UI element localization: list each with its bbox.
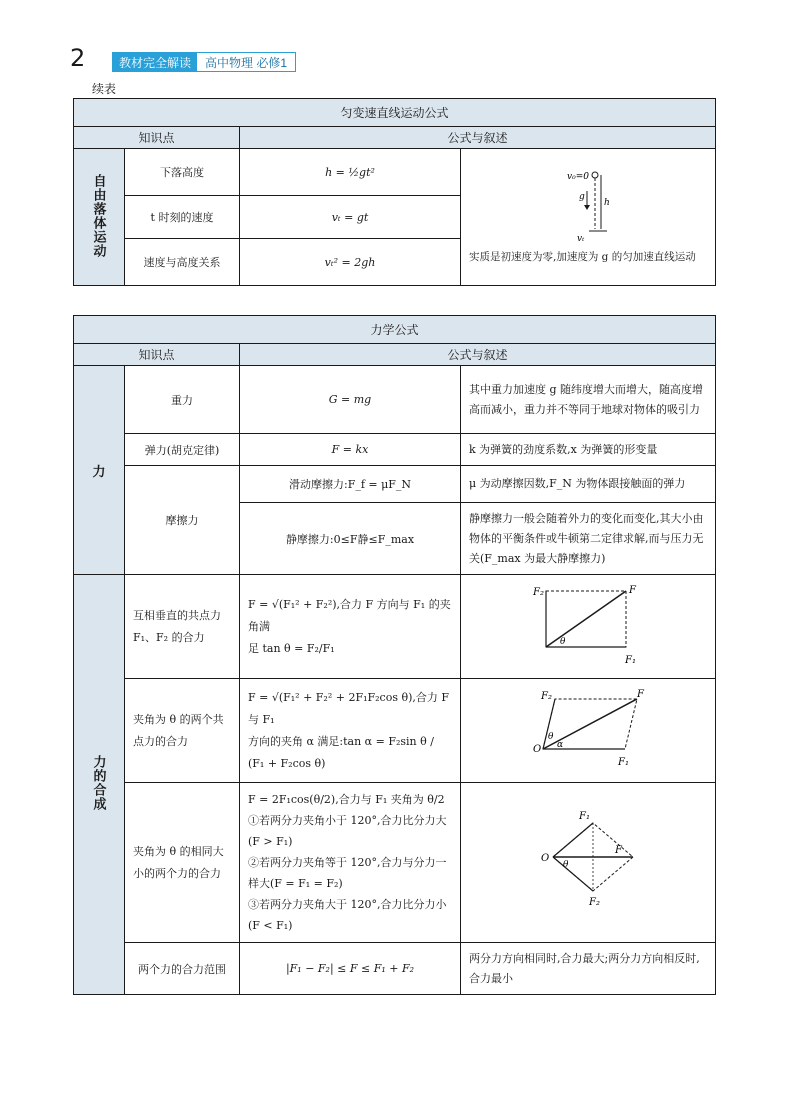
formula-cell: 滑动摩擦力:F_f = μF_N (240, 466, 461, 503)
equal-forces-diagram (461, 783, 714, 939)
label-theta: θ (560, 637, 566, 647)
formula-cell: |F₁ − F₂| ≤ F ≤ F₁ + F₂ (240, 943, 461, 995)
column-header-formula: 公式与叙述 (240, 344, 716, 366)
mechanics-table (73, 315, 716, 995)
label-f2: F₂ (589, 897, 600, 908)
angled-diagram (461, 679, 714, 779)
formula-line: F = 2F₁cos(θ/2),合力与 F₁ 夹角为 θ/2 (248, 793, 445, 806)
column-header-knowledge: 知识点 (74, 127, 240, 149)
formula-line: ①若两分力夹角小于 120°,合力比分力大 (248, 814, 447, 827)
formula-line: F = √(F₁² + F₂²),合力 F 方向与 F₁ 的夹角满 (248, 597, 451, 633)
formula-cell (240, 679, 461, 783)
description-cell: 两分力方向相同时,合力最大;两分力方向相反时,合力最小 (461, 943, 716, 995)
description-cell: 静摩擦力一般会随着外力的变化而变化,其大小由物体的平衡条件或牛顿第二定律求解,而与压力无关(F_max 为最大静摩擦力) (461, 503, 716, 575)
column-header-formula: 公式与叙述 (240, 127, 716, 149)
label-v0: v₀=0 (567, 172, 589, 182)
perpendicular-diagram (461, 575, 714, 675)
formula-cell: h = ½gt² (240, 149, 461, 196)
label-theta: θ (548, 732, 554, 742)
continued-label: 续表 (92, 82, 117, 96)
free-fall-figure-cell (461, 149, 716, 286)
free-fall-note: 实质是初速度为零,加速度为 g 的匀加速直线运动 (469, 251, 696, 263)
row-name: 夹角为 θ 的两个共点力的合力 (125, 679, 240, 783)
formula-line: (F < F₁) (248, 919, 293, 932)
formula-cell: vₜ² = 2gh (240, 239, 461, 286)
book-subject-tag: 高中物理 必修1 (197, 53, 295, 71)
label-theta: θ (563, 860, 569, 870)
row-name: 速度与高度关系 (125, 239, 240, 286)
formula-line: 足 tan θ = F₂/F₁ (248, 641, 335, 655)
formula-line: ③若两分力夹角大于 120°,合力比分力小 (248, 898, 447, 911)
header-tags (112, 52, 296, 72)
figure-cell (461, 679, 716, 783)
page-number: 2 (70, 44, 86, 72)
formula-line: 方向的夹角 α 满足:tan α = F₂sin θ / (F₁ + F₂cos θ) (248, 734, 434, 770)
formula-line: ②若两分力夹角等于 120°,合力与分力一 (248, 856, 447, 869)
label-f1: F₁ (618, 757, 629, 768)
figure-cell (461, 575, 716, 679)
vector-f (546, 591, 626, 647)
table-title: 力学公式 (74, 316, 716, 344)
free-fall-diagram (461, 149, 716, 244)
figure-cell (461, 783, 716, 943)
formula-cell (240, 783, 461, 943)
label-f: F (637, 689, 644, 700)
row-name: 重力 (125, 366, 240, 434)
row-name: 弹力(胡克定律) (125, 434, 240, 466)
label-f1: F₁ (579, 811, 590, 822)
formula-line: 样大(F = F₁ = F₂) (248, 877, 343, 890)
row-name: 摩擦力 (125, 466, 240, 575)
vector-f1 (553, 823, 593, 857)
formula-line: (F > F₁) (248, 835, 293, 848)
row-name: 两个力的合力范围 (125, 943, 240, 995)
description-cell: 其中重力加速度 g 随纬度增大而增大，随高度增高而减小，重力并不等同于地球对物体的吸引力 (461, 366, 716, 434)
label-f: F (629, 585, 636, 596)
kinematics-table (73, 98, 716, 286)
formula-cell: F = kx (240, 434, 461, 466)
formula-cell: G = mg (240, 366, 461, 434)
row-name: t 时刻的速度 (125, 196, 240, 239)
row-name: 下落高度 (125, 149, 240, 196)
formula-line: F = √(F₁² + F₂² + 2F₁F₂cos θ),合力 F 与 F₁ (248, 690, 450, 726)
g-arrow-head (584, 205, 590, 210)
section-free-fall: 自由落体运动 (74, 149, 125, 286)
table-title: 匀变速直线运动公式 (74, 99, 716, 127)
column-header-knowledge: 知识点 (74, 344, 240, 366)
section-composition: 力的合成 (74, 575, 125, 995)
description-cell: μ 为动摩擦因数,F_N 为物体跟接触面的弹力 (461, 466, 716, 503)
formula-cell (240, 575, 461, 679)
label-o: O (533, 744, 542, 755)
label-alpha: α (557, 740, 564, 750)
formula-cell: vₜ = gt (240, 196, 461, 239)
label-g: g (579, 192, 585, 202)
ball (592, 172, 598, 178)
description-cell: k 为弹簧的劲度系数,x 为弹簧的形变量 (461, 434, 716, 466)
book-series-tag: 教材完全解读 (113, 53, 197, 71)
label-f: F (615, 845, 622, 856)
label-o: O (541, 853, 550, 864)
label-f2: F₂ (541, 691, 552, 702)
section-force: 力 (74, 366, 125, 575)
formula-cell: 静摩擦力:0≤F静≤F_max (240, 503, 461, 575)
label-f1: F₁ (625, 655, 636, 666)
label-f2: F₂ (533, 587, 544, 598)
row-name: 夹角为 θ 的相同大小的两个力的合力 (125, 783, 240, 943)
label-h: h (604, 198, 610, 208)
row-name: 互相垂直的共点力 F₁、F₂ 的合力 (125, 575, 240, 679)
label-vt: vₜ (577, 234, 585, 244)
vector-f2 (553, 857, 593, 891)
